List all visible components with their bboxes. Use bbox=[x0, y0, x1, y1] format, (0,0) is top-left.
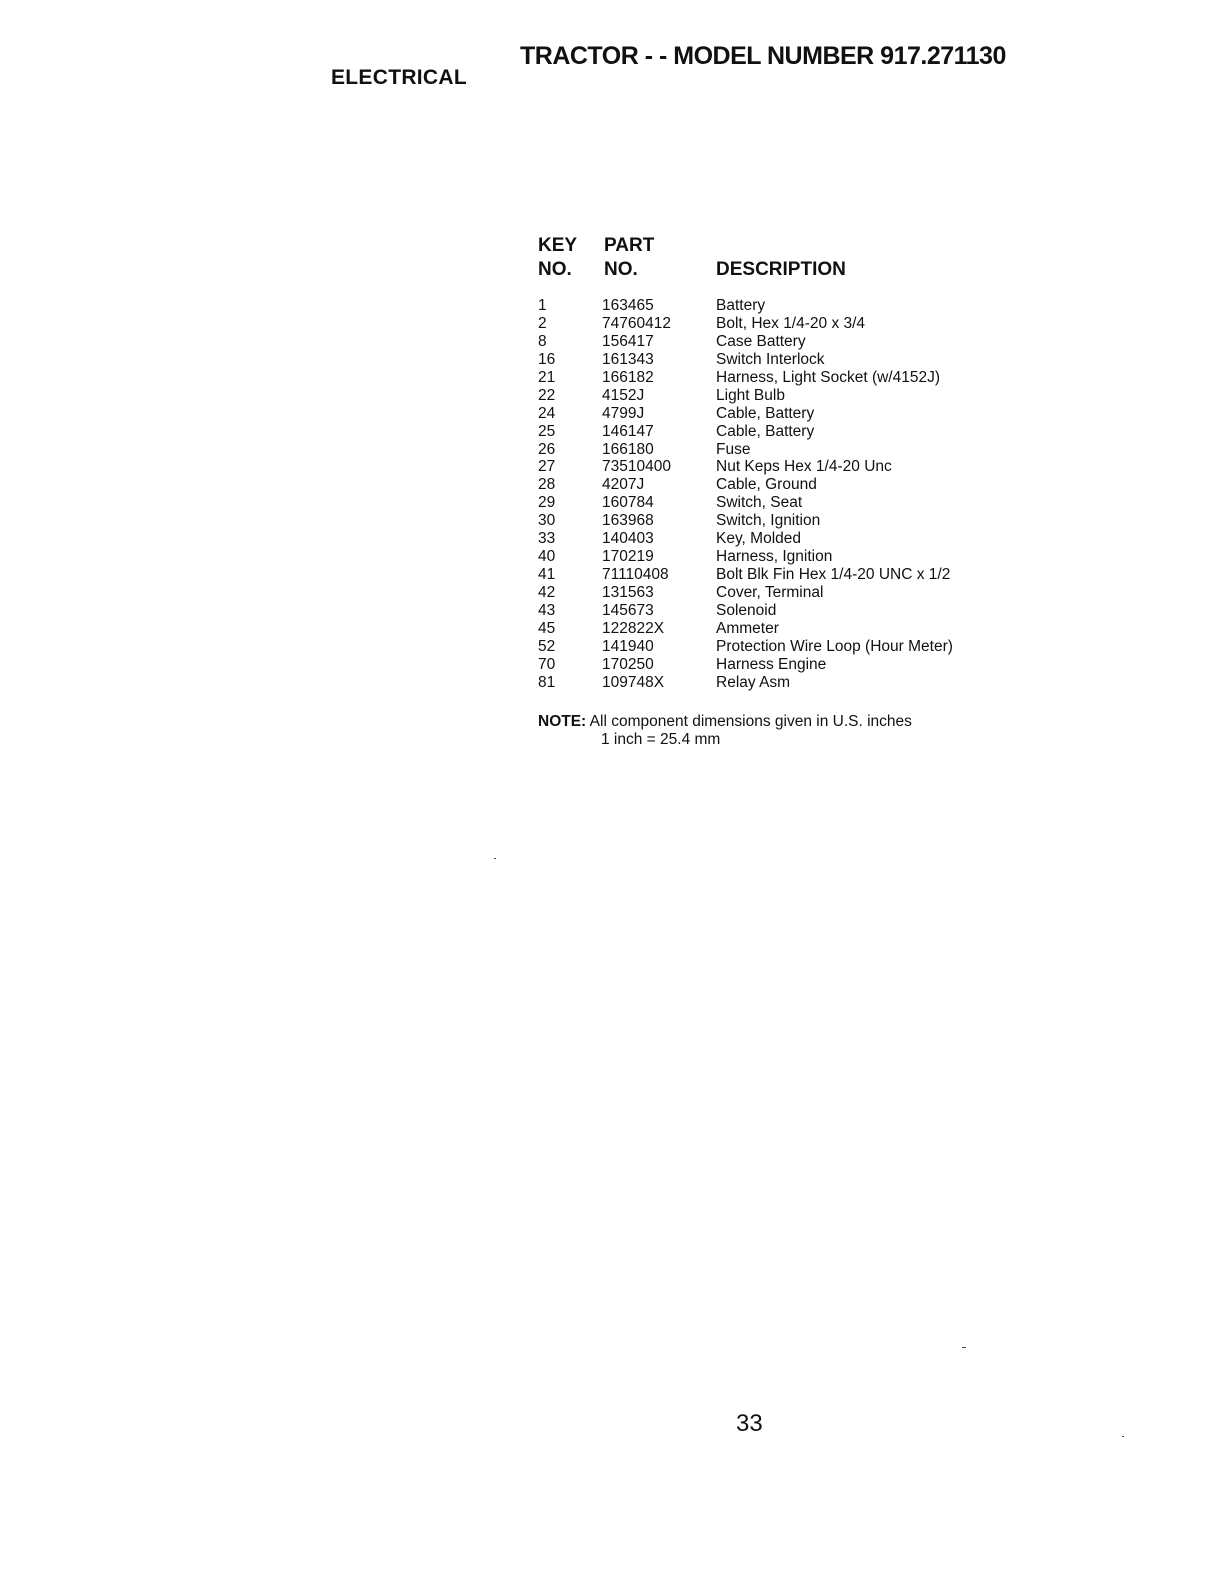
table-row bbox=[538, 369, 998, 387]
part-number: 141940 bbox=[602, 637, 654, 655]
table-row bbox=[538, 387, 998, 405]
key-number: 27 bbox=[538, 458, 556, 476]
part-description: Protection Wire Loop (Hour Meter) bbox=[716, 637, 953, 655]
page-title: TRACTOR - - MODEL NUMBER 917.271130 bbox=[520, 42, 1006, 70]
part-number: 146147 bbox=[602, 422, 654, 440]
note-conversion: 1 inch = 25.4 mm bbox=[601, 731, 721, 748]
description-header: DESCRIPTION bbox=[716, 259, 846, 280]
table-row bbox=[538, 405, 998, 423]
table-row bbox=[538, 297, 998, 315]
part-number: 122822X bbox=[602, 619, 665, 637]
part-description: Cover, Terminal bbox=[716, 584, 824, 601]
scan-speck bbox=[494, 858, 496, 859]
table-row bbox=[538, 315, 998, 333]
table-row bbox=[538, 674, 998, 692]
part-number: 166182 bbox=[602, 368, 654, 386]
part-number: 163968 bbox=[602, 512, 654, 530]
part-description: Harness, Ignition bbox=[716, 548, 833, 566]
table-row bbox=[538, 548, 998, 566]
table-row bbox=[538, 494, 998, 512]
key-number: 2 bbox=[538, 314, 547, 332]
key-number: 29 bbox=[538, 494, 556, 512]
table-row bbox=[538, 602, 998, 620]
page-number: 33 bbox=[736, 1410, 763, 1437]
part-number: 166180 bbox=[602, 440, 654, 458]
key-number: 16 bbox=[538, 350, 556, 368]
part-number: 4152J bbox=[602, 386, 645, 404]
part-description: Switch Interlock bbox=[716, 350, 825, 368]
part-description: Solenoid bbox=[716, 601, 777, 619]
section-title: ELECTRICAL bbox=[331, 66, 467, 89]
part-number: 71110408 bbox=[602, 566, 669, 584]
part-number: 170250 bbox=[602, 655, 654, 673]
part-number: 161343 bbox=[602, 350, 654, 368]
part-description: Key, Molded bbox=[716, 530, 802, 548]
key-number: 43 bbox=[538, 601, 556, 619]
key-number: 40 bbox=[538, 548, 556, 566]
key-number: 30 bbox=[538, 512, 556, 530]
table-row bbox=[538, 656, 998, 674]
part-number: 4207J bbox=[602, 476, 645, 494]
part-description: Harness Engine bbox=[716, 655, 827, 673]
part-number: 163465 bbox=[602, 297, 654, 314]
part-description: Cable, Ground bbox=[716, 476, 817, 494]
key-number: 81 bbox=[538, 673, 556, 691]
key-number: 22 bbox=[538, 386, 556, 404]
part-description: Cable, Battery bbox=[716, 404, 815, 422]
key-header-line2: NO. bbox=[538, 259, 572, 280]
part-number-header bbox=[604, 234, 654, 282]
key-number: 42 bbox=[538, 584, 556, 601]
part-number: 170219 bbox=[602, 548, 654, 566]
table-row bbox=[538, 333, 998, 351]
key-number: 21 bbox=[538, 368, 556, 386]
part-number: 73510400 bbox=[602, 458, 671, 476]
table-row bbox=[538, 441, 998, 459]
scan-speck bbox=[1122, 1436, 1124, 1437]
key-number: 70 bbox=[538, 655, 556, 673]
table-row bbox=[538, 566, 998, 584]
part-description: Fuse bbox=[716, 440, 751, 458]
part-description: Switch, Seat bbox=[716, 494, 803, 512]
table-row bbox=[538, 458, 998, 476]
note-label: NOTE: bbox=[538, 713, 587, 730]
key-number: 1 bbox=[538, 297, 547, 314]
parts-list bbox=[538, 297, 998, 692]
part-description: Case Battery bbox=[716, 332, 806, 350]
part-number: 140403 bbox=[602, 530, 654, 548]
table-row bbox=[538, 620, 998, 638]
part-number: 131563 bbox=[602, 584, 654, 601]
part-description: Bolt Blk Fin Hex 1/4-20 UNC x 1/2 bbox=[716, 566, 951, 584]
key-number: 41 bbox=[538, 566, 556, 584]
key-number: 24 bbox=[538, 404, 556, 422]
table-row bbox=[538, 638, 998, 656]
key-number: 45 bbox=[538, 619, 556, 637]
key-header-line1: KEY bbox=[538, 235, 578, 256]
part-number: 160784 bbox=[602, 494, 654, 512]
part-description: Switch, Ignition bbox=[716, 512, 821, 530]
table-row bbox=[538, 584, 998, 602]
table-row bbox=[538, 423, 998, 441]
part-description: Cable, Battery bbox=[716, 422, 815, 440]
key-number: 52 bbox=[538, 637, 556, 655]
table-row bbox=[538, 512, 998, 530]
part-header-line2: NO. bbox=[604, 259, 638, 280]
part-description: Battery bbox=[716, 297, 766, 314]
table-row bbox=[538, 530, 998, 548]
part-number: 74760412 bbox=[602, 314, 671, 332]
table-row bbox=[538, 476, 998, 494]
part-description: Bolt, Hex 1/4-20 x 3/4 bbox=[716, 314, 866, 332]
part-number: 4799J bbox=[602, 404, 645, 422]
note-text: All component dimensions given in U.S. inches bbox=[589, 713, 912, 730]
table-row bbox=[538, 351, 998, 369]
part-number: 109748X bbox=[602, 673, 665, 691]
key-number: 26 bbox=[538, 440, 556, 458]
part-description: Relay Asm bbox=[716, 673, 791, 691]
part-description: Nut Keps Hex 1/4-20 Unc bbox=[716, 458, 892, 476]
part-description: Ammeter bbox=[716, 619, 779, 637]
part-description: Harness, Light Socket (w/4152J) bbox=[716, 368, 940, 386]
part-number: 156417 bbox=[602, 332, 654, 350]
key-number-header bbox=[538, 234, 577, 282]
key-number: 33 bbox=[538, 530, 556, 548]
note bbox=[538, 713, 912, 730]
part-description: Light Bulb bbox=[716, 386, 785, 404]
part-number: 145673 bbox=[602, 601, 654, 619]
key-number: 25 bbox=[538, 422, 556, 440]
key-number: 28 bbox=[538, 476, 556, 494]
scan-speck bbox=[962, 1347, 966, 1348]
part-header-line1: PART bbox=[604, 235, 655, 256]
key-number: 8 bbox=[538, 332, 547, 350]
